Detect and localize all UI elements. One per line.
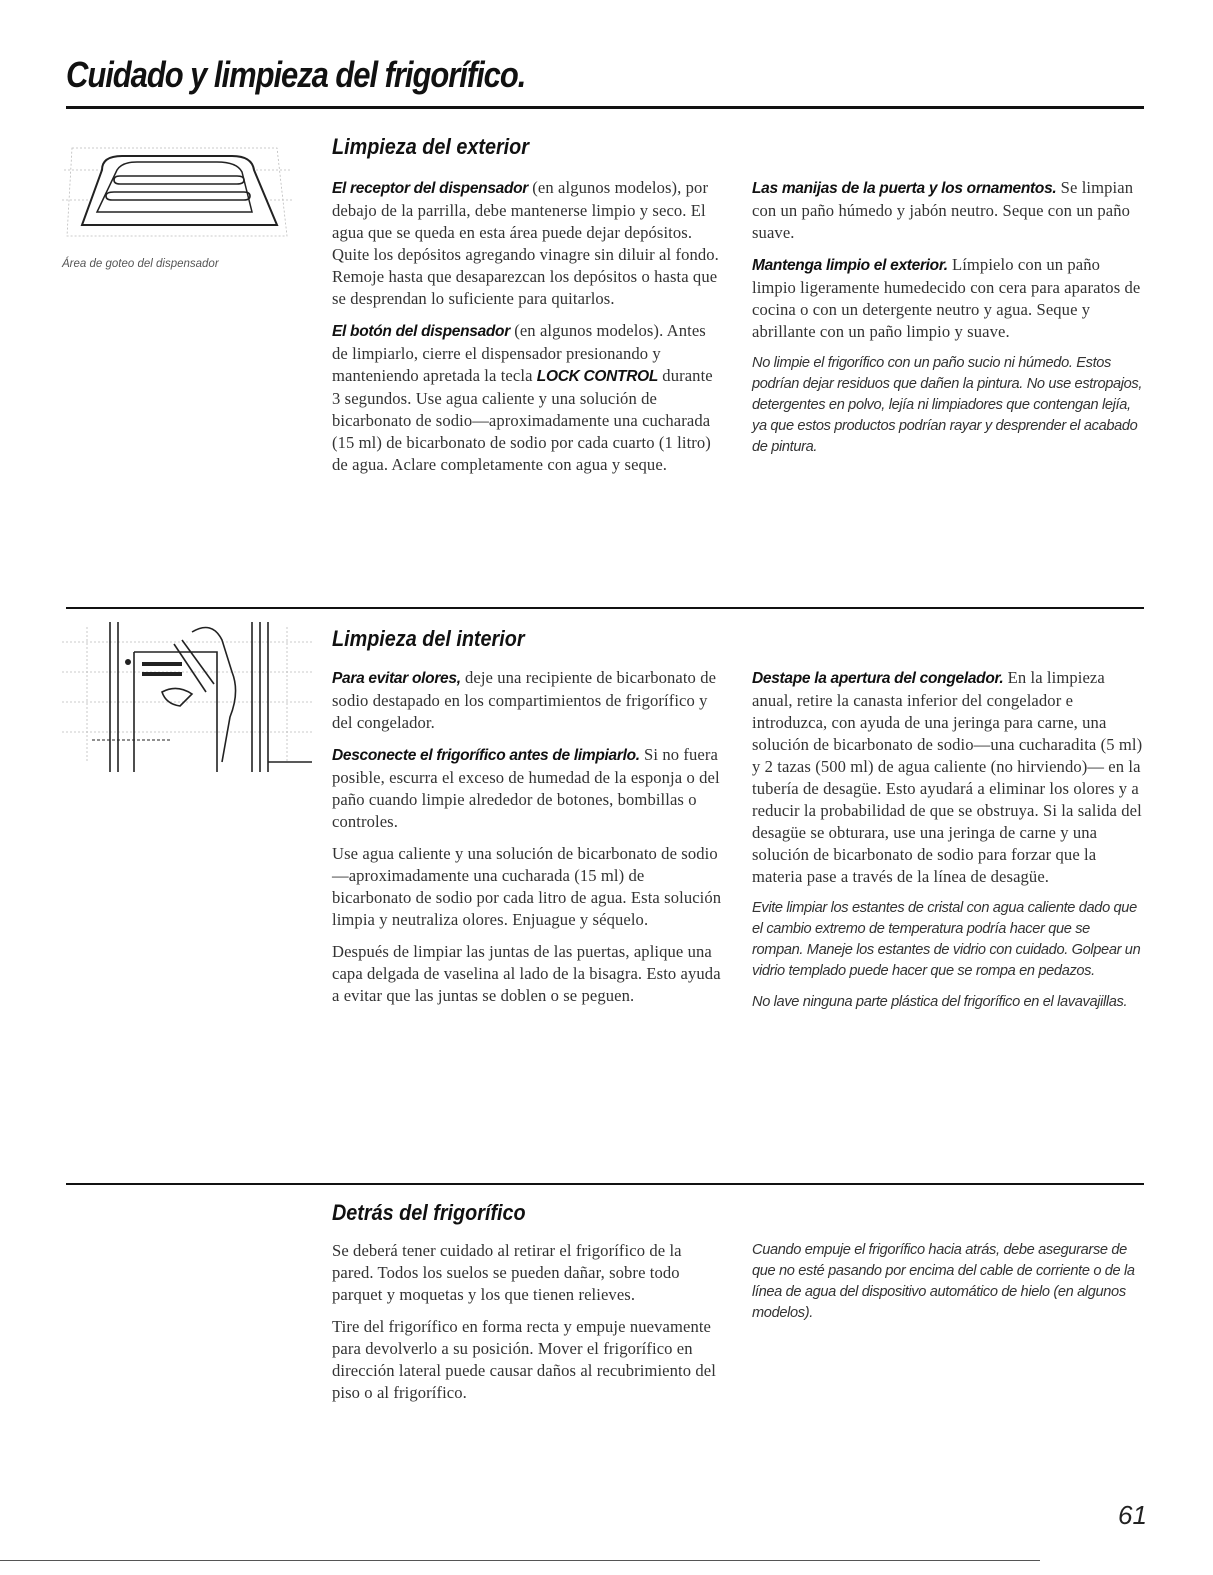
behind-right-column	[752, 1240, 1144, 1334]
bottom-rule	[0, 1560, 1040, 1561]
paragraph: Destape la apertura del congelador. En la limpieza anual, retire la canasta inferior del congelador e introduzca, con ayuda de una jeringa para carne, una solución de bicarbonato de sodio—una cucharadita (5 ml) y 2 tazas (500 ml) de agua caliente (no hirviendo)— en la tubería de desagüe. Esto ayudará a eliminar los olores y a reducir la probabilidad de que se obstruya. Si la salida del desagüe se obturara, use una jeringa de carne y una solución de bicarbonato de sodio para forzar que la materia pase a través de la línea de desagüe.	[752, 668, 1143, 886]
section-title-interior: Limpieza del interior	[332, 626, 525, 651]
paragraph: Mantenga limpio el exterior. Límpielo con un paño limpio ligeramente humedecido con cera para aparatos de cocina o con un detergente neutro y agua. Seque y abrillante con un paño limpio y suave.	[752, 255, 1141, 341]
behind-left-column	[332, 1240, 724, 1414]
paragraph: Después de limpiar las juntas de las puertas, aplique una capa delgada de vaselina al lado de la bisagra. Esto ayuda a evitar que las juntas se doblen o se peguen.	[332, 942, 721, 1005]
section-title-behind: Detrás del frigorífico	[332, 1200, 526, 1225]
paragraph: Las manijas de la puerta y los ornamentos. Se limpian con un paño húmedo y jabón neutro. Seque con un paño suave.	[752, 178, 1134, 242]
interior-right-column	[752, 667, 1144, 1023]
title-rule	[66, 106, 1144, 109]
note: No limpie el frigorífico con un paño sucio ni húmedo. Estos podrían dejar residuos que dañen la pintura. No use estropajos, detergentes en polvo, lejía ni limpiadores que contengan lejía, ya que estos productos podrían rayar y desprender el acabado de pintura.	[752, 355, 1143, 455]
drip-tray-icon	[62, 140, 292, 251]
interior-left-column	[332, 667, 724, 1017]
note: No lave ninguna parte plástica del frigorífico en el lavavajillas.	[752, 994, 1128, 1010]
illustration-caption: Área de goteo del dispensador	[62, 258, 219, 270]
paragraph: El receptor del dispensador (en algunos modelos), por debajo de la parrilla, debe mantenerse limpio y seco. El agua que se queda en esta área puede dejar depósitos. Quite los depósitos agregando vinagre sin diluir al fondo. Remoje hasta que desaparezcan los depósitos o hasta que se desprendan lo suficiente para quitarlos.	[332, 178, 719, 308]
paragraph: Se deberá tener cuidado al retirar el frigorífico de la pared. Todos los suelos se pueden dañar, sobre todo parquet y moquetas y los que tienen relieves.	[332, 1241, 682, 1304]
paragraph: Use agua caliente y una solución de bicarbonato de sodio—aproximadamente una cucharada (15 ml) de bicarbonato de sodio por cada litro de agua. Esta solución limpia y neutraliza olores. Enjuague y séquelo.	[332, 844, 722, 929]
exterior-left-column	[332, 177, 724, 486]
note: Cuando empuje el frigorífico hacia atrás, debe asegurarse de que no esté pasando por encima del cable de corriente o de la línea de agua del dispositivo automático de hielo (en algunos modelos).	[752, 1242, 1135, 1321]
page-number: 61	[1118, 1500, 1147, 1530]
section-rule	[66, 607, 1144, 609]
paragraph: Para evitar olores, deje una recipiente de bicarbonato de sodio destapado en los compartimientos de frigorífico y del congelador.	[332, 668, 717, 732]
paragraph: Tire del frigorífico en forma recta y empuje nuevamente para devolverlo a su posición. Mover el frigorífico en dirección lateral puede causar daños al recubrimiento del piso o al frigorífico.	[332, 1317, 716, 1402]
paragraph: El botón del dispensador (en algunos modelos). Antes de limpiarlo, cierre el dispensador presionando y manteniendo apretada la tecla LOCK CONTROL durante 3 segundos. Use agua caliente y una solución de bicarbonato de sodio—aproximadamente una cucharada (15 ml) de bicarbonato de sodio por cada cuarto (1 litro) de agua. Aclare completamente con agua y seque.	[332, 321, 713, 474]
section-rule	[66, 1183, 1144, 1185]
paragraph: Desconecte el frigorífico antes de limpiarlo. Si no fuera posible, escurra el exceso de humedad de la esponja o del paño cuando limpie alrededor de botones, bombillas o controles.	[332, 745, 720, 831]
page-title: Cuidado y limpieza del frigorífico.	[66, 54, 526, 95]
section-title-exterior: Limpieza del exterior	[332, 134, 529, 159]
note: Evite limpiar los estantes de cristal con agua caliente dado que el cambio extremo de temperatura podría hacer que se rompan. Maneje los estantes de vidrio con cuidado. Golpear un vidrio templado puede hacer que se rompa en pedazos.	[752, 900, 1141, 979]
exterior-right-column	[752, 177, 1144, 468]
cleaning-hand-icon	[62, 622, 312, 777]
